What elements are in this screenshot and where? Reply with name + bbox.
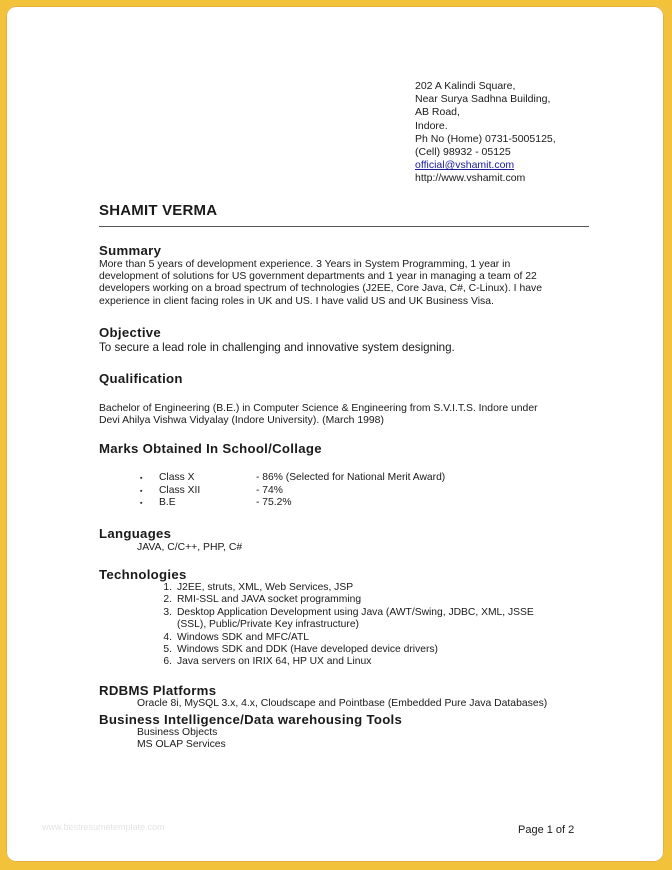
summary-line: developers working on a broad spectrum of technologies (J2EE, Core Java, C#, C-Linux). I have: [99, 283, 542, 295]
phone-cell: (Cell) 98932 - 05125: [415, 145, 511, 158]
objective-heading: Objective: [99, 325, 162, 340]
marks-value: - 86% (Selected for National Merit Award): [256, 472, 446, 483]
summary-line: More than 5 years of development experience. 3 Years in System Programming, 1 year in: [99, 259, 511, 270]
marks-value: - 74%: [256, 484, 283, 496]
marks-heading: Marks Obtained In School/Collage: [99, 441, 322, 456]
marks-value: - 75.2%: [256, 497, 292, 508]
resume-page: [6, 6, 664, 862]
square-bullet-icon: ▪: [140, 500, 143, 507]
square-bullet-icon: ▪: [140, 487, 143, 495]
summary-text: [99, 259, 579, 308]
bi-item: Business Objects: [137, 727, 218, 738]
address-block: [415, 80, 556, 186]
technology-item: 6. Java servers on IRIX 64, HP UX and Linux: [163, 656, 372, 668]
technology-item: 3. Desktop Application Development using Java (AWT/Swing, JDBC, XML, JSSE: [163, 606, 534, 618]
address-line: 202 A Kalindi Square,: [415, 80, 516, 92]
summary-line: development of solutions for US government departments and 1 year in managing a team of 22: [99, 271, 537, 283]
phone-home: Ph No (Home) 0731-5005125,: [415, 132, 556, 145]
technology-item: 4. Windows SDK and MFC/ATL: [163, 631, 309, 643]
technology-item: 5. Windows SDK and DDK (Have developed device drivers): [163, 644, 438, 656]
address-line: Indore.: [415, 119, 448, 132]
technology-item: 1. J2EE, struts, XML, Web Services, JSP: [163, 582, 354, 593]
address-line: Near Surya Sadhna Building,: [415, 93, 551, 106]
marks-label: Class XII: [159, 484, 201, 496]
technology-item: 2. RMI-SSL and JAVA socket programming: [163, 594, 362, 606]
qualification-text: [99, 403, 538, 427]
address-line: AB Road,: [415, 106, 460, 119]
marks-list: [140, 472, 500, 512]
objective-text: To secure a lead role in challenging and innovative system designing.: [99, 341, 455, 354]
qualification-line: Bachelor of Engineering (B.E.) in Computer Science & Engineering from S.V.I.T.S. Indore under: [99, 403, 538, 414]
candidate-name: SHAMIT VERMA: [99, 202, 218, 219]
qualification-heading: Qualification: [99, 371, 183, 386]
rdbms-text: Oracle 8i, MySQL 3.x, 4.x, Cloudscape and Pointbase (Embedded Pure Java Databases): [137, 698, 548, 709]
bi-heading: Business Intelligence/Data warehousing Tools: [99, 712, 403, 727]
marks-label: B.E: [159, 497, 176, 508]
website: http://www.vshamit.com: [415, 172, 526, 185]
summary-heading: Summary: [99, 243, 162, 258]
technology-item: (SSL), Public/Private Key infrastructure): [177, 619, 359, 631]
square-bullet-icon: ▪: [140, 475, 143, 482]
bi-item: MS OLAP Services: [137, 739, 226, 751]
technologies-heading: Technologies: [99, 567, 187, 582]
rdbms-heading: RDBMS Platforms: [99, 683, 217, 698]
name-divider: [99, 226, 589, 227]
qualification-line: Devi Ahilya Vishwa Vidyalay (Indore University). (March 1998): [99, 415, 384, 427]
watermark: www.bestresumetemplate.com: [42, 822, 165, 832]
marks-label: Class X: [159, 472, 195, 483]
summary-line: experience in client facing roles in UK and US. I have valid US and UK Business Visa.: [99, 295, 494, 307]
languages-text: JAVA, C/C++, PHP, C#: [137, 542, 243, 553]
email-link[interactable]: official@vshamit.com: [415, 159, 515, 172]
languages-heading: Languages: [99, 526, 172, 541]
technologies-list: [152, 582, 534, 669]
bi-list: [137, 727, 226, 751]
page-number: Page 1 of 2: [518, 824, 575, 836]
